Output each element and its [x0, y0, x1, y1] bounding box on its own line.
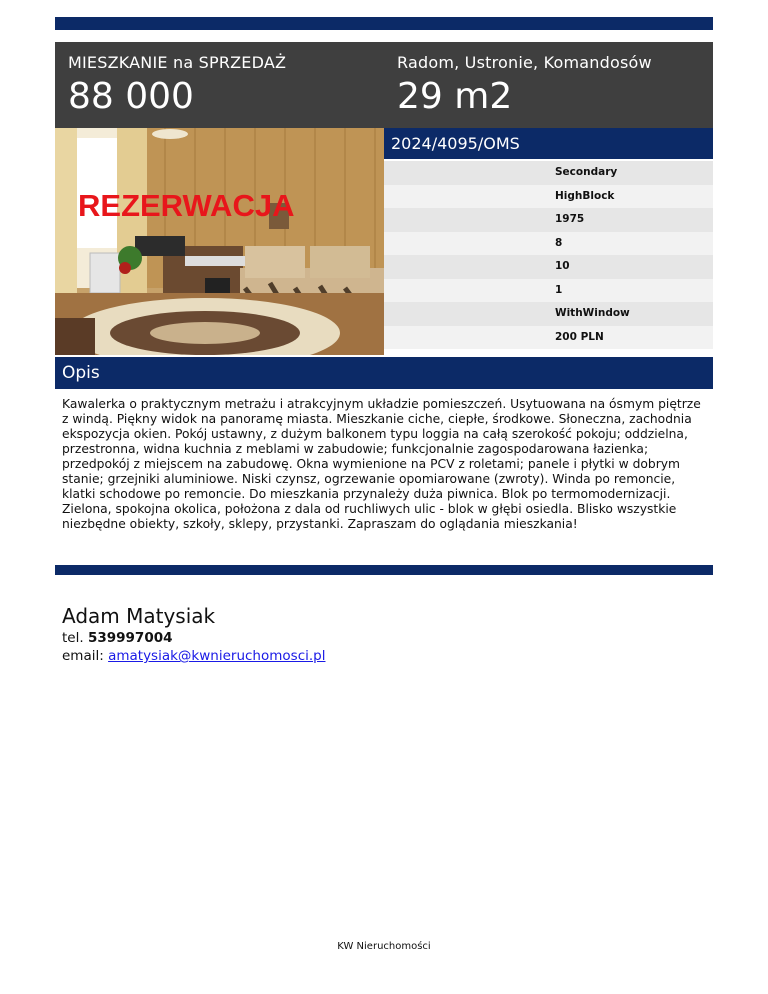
- description-heading-bar: [55, 357, 713, 389]
- header-right: [397, 52, 652, 119]
- header-left: [68, 52, 286, 119]
- listing-type: MIESZKANIE na SPRZEDAŻ: [68, 53, 287, 72]
- agent-email-link[interactable]: amatysiak@kwnieruchomosci.pl: [108, 648, 326, 664]
- listing-header: [55, 42, 713, 128]
- detail-row-kitchen: WithWindow: [384, 302, 713, 326]
- agent-contact: [62, 604, 325, 665]
- detail-row-market: Secondary: [384, 161, 713, 185]
- description-text: Kawalerka o praktycznym metrażu i atrakcyjnym układzie pomieszczeń. Usytuowana na ósmym piętrze z windą. Piękny widok na panoramę miasta. Mieszkanie ciche, ciepłe, środkowe. Słoneczna, zachodnia ekspozycja okien. Pokój ustawny, z dużym balkonem typu loggia na całą szerokość pokoju; oddzielna, przestronna, widna kuchnia z meblami w zabudowie; funkcjonalnie zagospodarowana łazienka; przedpokój z miejscem na zabudowę. Okna wymienione na PCV z roletami; panele i płytki w dobrym stanie; grzejniki aluminiowe. Niski czynsz, ogrzewanie opomiarowane (zwroty). Winda po remoncie, klatki schodowe po remoncie. Do mieszkania przynależy duża piwnica. Blok po termomodernizacji. Zielona, spokojna okolica, położona z dala od ruchliwych ulic - blok w głębi osiedla. Blisko wszystkie niezbędne obiekty, szkoły, sklepy, przystanki. Zapraszam do oglądania mieszkania!: [62, 397, 701, 531]
- listing-price: 88 000: [68, 76, 194, 117]
- agent-name: Adam Matysiak: [62, 604, 216, 628]
- detail-row-building-type: HighBlock: [384, 185, 713, 209]
- section-divider-bar: [55, 565, 713, 575]
- listing-location: Radom, Ustronie, Komandosów: [397, 53, 652, 72]
- description-heading: Opis: [62, 363, 100, 383]
- listing-area: 29 m2: [397, 76, 513, 117]
- reference-number: 2024/4095/OMS: [384, 128, 713, 159]
- agent-email-line: [62, 647, 325, 665]
- detail-row-year: 1975: [384, 208, 713, 232]
- footer-company: KW Nieruchomości: [337, 941, 431, 952]
- agent-phone[interactable]: 539997004: [87, 630, 173, 646]
- detail-row-floor: 8: [384, 232, 713, 256]
- reservation-stamp: REZERWACJA: [78, 188, 295, 223]
- agent-phone-line: [62, 629, 325, 647]
- phone-label: tel.: [62, 630, 84, 646]
- detail-row-floors-total: 10: [384, 255, 713, 279]
- listing-photo: [55, 128, 384, 355]
- email-label: email:: [62, 648, 104, 664]
- details-table: [384, 161, 713, 349]
- detail-row-rooms: 1: [384, 279, 713, 303]
- detail-row-rent: 200 PLN: [384, 326, 713, 350]
- top-accent-bar: [55, 17, 713, 30]
- details-panel: [384, 128, 713, 349]
